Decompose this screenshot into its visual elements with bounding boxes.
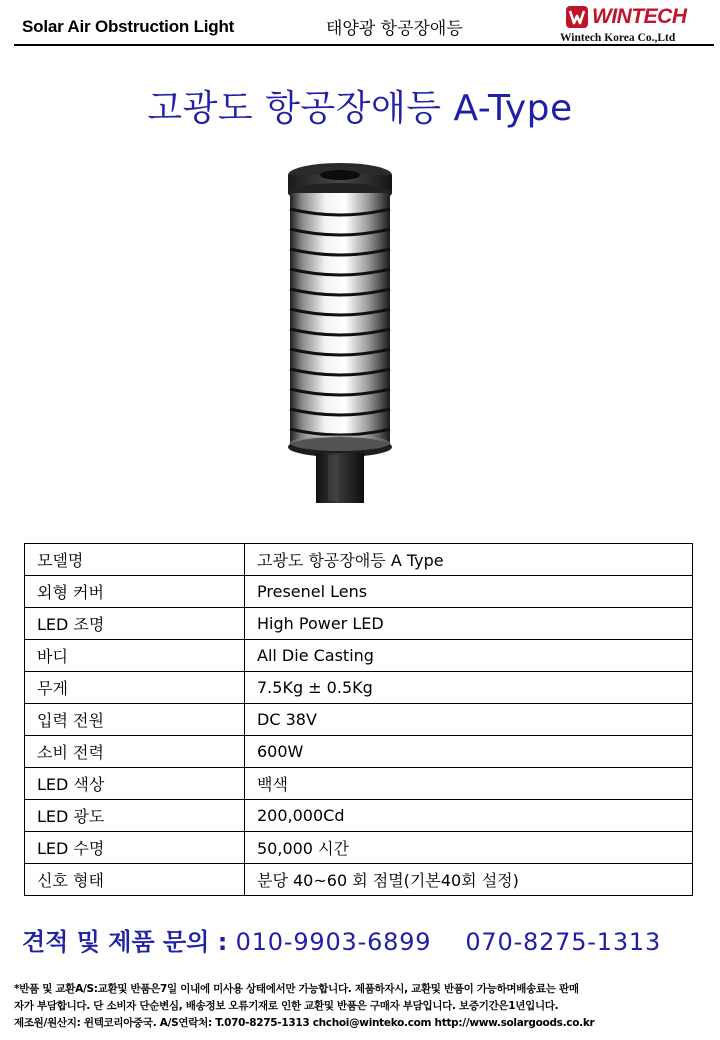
- table-row: [25, 736, 693, 768]
- logo-brand-name: WINTECH: [592, 5, 687, 28]
- spec-label: LED 색상: [25, 768, 245, 800]
- spec-label: 입력 전원: [25, 704, 245, 736]
- table-row: [25, 704, 693, 736]
- header-title-ko: 태양광 항공장애등: [326, 19, 463, 39]
- spec-value: 50,000 시간: [245, 832, 693, 864]
- table-row: [25, 768, 693, 800]
- spec-value: 600W: [245, 736, 693, 768]
- spec-label: 모델명: [25, 544, 245, 576]
- spec-value: 200,000Cd: [245, 800, 693, 832]
- contact-label: 견적 및 제품 문의 :: [22, 928, 236, 956]
- header-title-en: Solar Air Obstruction Light: [22, 17, 235, 36]
- spec-value: DC 38V: [245, 704, 693, 736]
- spec-label: 소비 전력: [25, 736, 245, 768]
- table-row: [25, 800, 693, 832]
- table-row: [25, 544, 693, 576]
- spec-value: 백색: [245, 768, 693, 800]
- spec-table: [24, 543, 693, 896]
- spec-label: 신호 형태: [25, 864, 245, 896]
- product-image: [270, 155, 410, 515]
- logo-company-name: Wintech Korea Co.,Ltd: [560, 32, 676, 44]
- contact-line: [22, 922, 661, 957]
- table-row: [25, 672, 693, 704]
- table-row: [25, 832, 693, 864]
- wintech-logo-mark-icon: [566, 6, 588, 28]
- header-divider: [14, 44, 714, 46]
- spec-label: LED 조명: [25, 608, 245, 640]
- notice-line: *반품 및 교환A/S:교환및 반품은7일 이내에 미사용 상태에서만 가능합니다. 제품하자시, 교환및 반품이 가능하며배송료는 판매: [14, 983, 579, 995]
- spec-value: All Die Casting: [245, 640, 693, 672]
- spec-label: 무게: [25, 672, 245, 704]
- wintech-logo: [560, 4, 716, 48]
- spec-value: 7.5Kg ± 0.5Kg: [245, 672, 693, 704]
- spec-value: High Power LED: [245, 608, 693, 640]
- spec-label: LED 수명: [25, 832, 245, 864]
- contact-phone-mobile: 010-9903-6899: [235, 928, 432, 956]
- spec-value: Presenel Lens: [245, 576, 693, 608]
- table-row: [25, 576, 693, 608]
- table-row: [25, 640, 693, 672]
- contact-phone-office: 070-8275-1313: [465, 928, 662, 956]
- table-row: [25, 608, 693, 640]
- table-row: [25, 864, 693, 896]
- notice-line: 제조원/원산지: 윈텍코리아중국. A/S연락처: T.070-8275-1313 chchoi@winteko.com http://www.solargoods.co.kr: [14, 1017, 595, 1029]
- spec-label: 외형 커버: [25, 576, 245, 608]
- notice-block: [14, 981, 710, 1032]
- notice-line: 자가 부담합니다. 단 소비자 단순변심, 배송정보 오류기재로 인한 교환및 반품은 구매자 부담입니다. 보증기간은1년입니다.: [14, 1000, 559, 1012]
- page-title: 고광도 항공장애등 A-Type: [147, 88, 573, 129]
- spec-value: 고광도 항공장애등 A Type: [245, 544, 693, 576]
- spec-label: LED 광도: [25, 800, 245, 832]
- spec-label: 바디: [25, 640, 245, 672]
- spec-value: 분당 40~60 회 점멸(기본40회 설정): [245, 864, 693, 896]
